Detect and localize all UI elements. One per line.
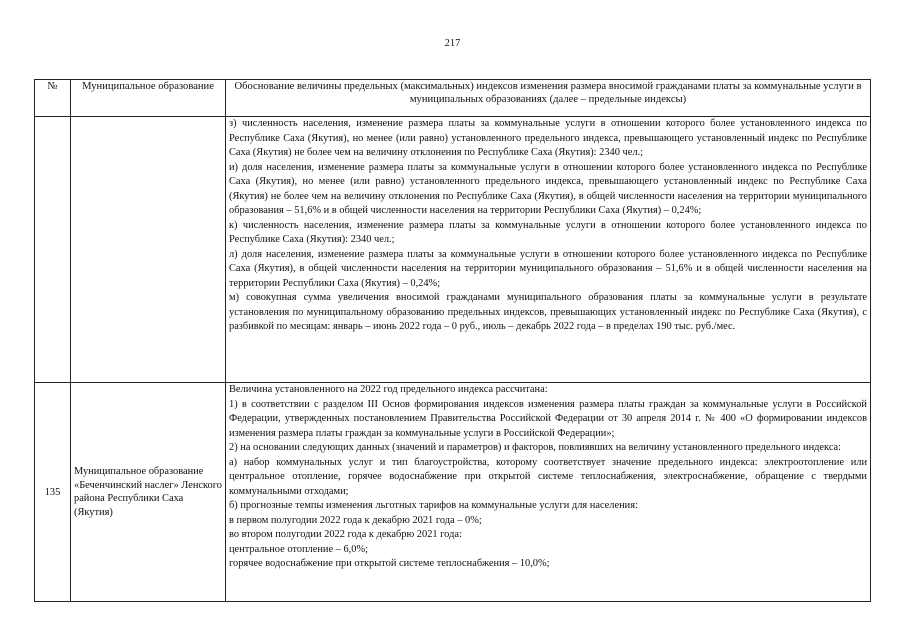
row-municipality: Муниципальное образование «Беченчинский наслег» Ленского района Республики Саха (Якутия) [71, 383, 226, 602]
paragraph: б) прогнозные темпы изменения льготных тарифов на коммунальные услуги для населения: [229, 500, 638, 511]
header-number: № [35, 80, 71, 117]
row-municipality [71, 117, 226, 383]
paragraph: и) доля населения, изменение размера платы за коммунальные услуги в отношении которого более установленного индекса по Республике Саха (Якутия), но менее (или равно) установленного предельного индекса, превышающего установленный индекс по Республике Саха (Якутия) не более чем на величину отклонения по Республике Саха (Якутия), в общей численности населения на территории муниципального образования – 51,6% и в общей численности населения на территории Республики Саха (Якутия) – 0,24%; [229, 161, 867, 216]
paragraph: з) численность населения, изменение размера платы за коммунальные услуги в отношении которого более установленного индекса по Республике Саха (Якутия), но менее (или равно) установленного предельного индекса, превышающего установленный индекс по Республике Саха (Якутия) не более чем на величину отклонения по Республике Саха (Якутия): 2340 чел.; [229, 118, 867, 158]
paragraph: во втором полугодии 2022 года к декабрю 2021 года: [229, 529, 462, 540]
paragraph: центральное отопление – 6,0%; [229, 543, 368, 555]
row-number [35, 117, 71, 383]
table-header-row [35, 80, 871, 117]
row-justification [226, 117, 871, 383]
row-number: 135 [35, 383, 71, 602]
paragraph: Величина установленного на 2022 год предельного индекса рассчитана: [229, 384, 548, 395]
paragraph: в первом полугодии 2022 года к декабрю 2021 года – 0%; [229, 514, 482, 526]
paragraph: л) доля населения, изменение размера платы за коммунальные услуги в отношении которого более установленного индекса по Республике Саха (Якутия), в общей численности населения на территории муниципального образования – 51,6% и в общей численности населения на территории Республики Саха (Якутия) – 0,24%; [229, 248, 867, 289]
paragraph: к) численность населения, изменение размера платы за коммунальные услуги в отношении которого более установленного индекса по Республике Саха (Якутия): 2340 чел.; [229, 219, 867, 245]
header-justification: Обоснование величины предельных (максимальных) индексов изменения размера вносимой гражданами платы за коммунальные услуги в муниципальных образованиях (далее – предельные индексы) [226, 80, 871, 117]
paragraph: горячее водоснабжение при открытой системе теплоснабжения – 10,0%; [229, 558, 550, 569]
paragraph: м) совокупная сумма увеличения вносимой гражданами муниципального образования платы за коммунальные услуги в результате установления по муниципальному образованию предельных индексов, превышающих установленный индекс по Республике Саха (Якутия), с разбивкой по месяцам: январь – июнь 2022 года – 0 руб., июль – декабрь 2022 года – в пределах 190 тыс. руб./мес. [229, 292, 867, 332]
page-number: 217 [444, 38, 461, 49]
table-row [35, 383, 871, 602]
table-row [35, 117, 871, 383]
header-municipality: Муниципальное образование [71, 80, 226, 117]
paragraph: 1) в соответствии с разделом III Основ формирования индексов изменения размера платы граждан за коммунальные услуги в Российской Федерации, утвержденных постановлением Правительства Российской Федерации от 30 апреля 2014 г. № 400 «О формировании индексов изменения размера платы граждан за коммунальные услуги в Российской Федерации»; [229, 398, 867, 439]
indices-table [34, 79, 871, 602]
paragraph: а) набор коммунальных услуг и тип благоустройства, которому соответствует значение предельного индекса: электроотопление или центральное отопление, горячее водоснабжение при открытой системе теплоснабжения, электроснабжение, обращение с твердыми коммунальными отходами; [229, 456, 867, 497]
row-justification [226, 383, 871, 602]
paragraph: 2) на основании следующих данных (значений и параметров) и факторов, повлиявших на величину установленного предельного индекса: [229, 442, 842, 453]
